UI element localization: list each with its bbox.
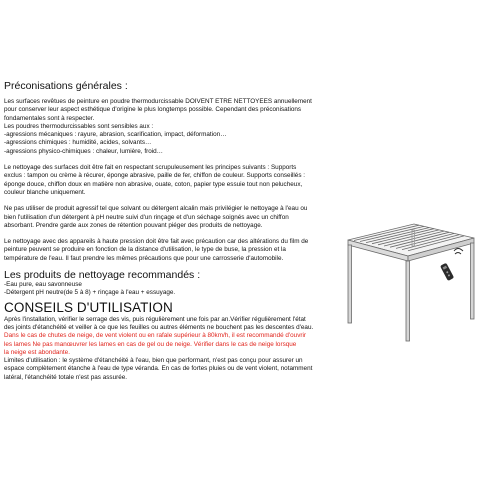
pergola-illustration xyxy=(322,210,482,346)
haute-pression-line: température de l'eau. Il faut prendre les mêmes précautions que pour une carrosserie d'automobile. xyxy=(4,254,284,262)
nettoyage-line: Le nettoyage des surfaces doit être fait en respectant scrupuleusement les principes suivants : Supports xyxy=(4,164,297,172)
nettoyage-section xyxy=(4,164,340,197)
pergola-with-remote-icon xyxy=(322,210,482,346)
conseils-line: des joints d'étanchéité et veiller à ce que les feuilles ou autres éléments ne bouchent pas les descentes d'eau. xyxy=(4,323,314,331)
produits-note-line: Ne pas utiliser de produit agressif tel que solvant ou détergent alcalin mais privilégier le nettoyage à l'eau ou xyxy=(4,205,308,213)
produits-note-section xyxy=(4,205,340,230)
preconisations-line: fondamentales sont à respecter. xyxy=(4,114,95,122)
preconisations-line: -agressions mécaniques : rayure, abrasion, scarification, impact, déformation… xyxy=(4,131,227,139)
preconisations-line: Les surfaces revêtues de peinture en poudre thermodurcissable DOIVENT ETRE NETTOYEES annuellement xyxy=(4,98,312,105)
conseils-line: Après l'installation, vérifier le serrage des vis, puis régulièrement une fois par an.Vérifier régulièrement l'état xyxy=(4,315,306,323)
conseils-warning-line: la neige est abondante. xyxy=(4,348,70,356)
conseils-title: CONSEILS D'UTILISATION xyxy=(4,299,173,315)
produits-recommandes-title: Les produits de nettoyage recommandés : xyxy=(4,269,201,282)
preconisations-title: Préconisations générales : xyxy=(4,80,128,92)
haute-pression-line: Le nettoyage avec des appareils à haute pression doit être fait avec précaution car des altérations du film de xyxy=(4,238,309,246)
document-body xyxy=(4,80,340,382)
preconisations-section xyxy=(4,80,340,156)
produits-recommandes-line: -Eau pure, eau savonneuse xyxy=(4,281,82,289)
nettoyage-line: éponge douce, chiffon doux en matière non abrasive, ouate, coton, papier type essuie tout non pelucheux, xyxy=(4,180,303,188)
preconisations-line: Les poudres thermodurcissables sont sensibles aux : xyxy=(4,122,154,130)
haute-pression-line: peinture peuvent se produire en fonction de la distance d'utilisation, le type de buse, la pression et la xyxy=(4,246,286,254)
nettoyage-line: couleur blanche uniquement. xyxy=(4,188,86,196)
conseils-section xyxy=(4,300,340,382)
produits-note-line: absorbant. Prendre garde aux zones de rétention pouvant piéger des produits de nettoyage. xyxy=(4,221,263,229)
preconisations-line: -agressions chimiques : humidité, acides, solvants… xyxy=(4,139,152,147)
conseils-warning-line: les lames Ne pas manœuvrer les lames en cas de gel ou de neige. Vérifier dans le cas de neige lorsque xyxy=(4,340,297,348)
haute-pression-section xyxy=(4,238,340,263)
conseils-line: latéral, l'étanchéité totale n'est pas assurée. xyxy=(4,373,128,381)
conseils-line: espace complètement étanche à l'eau de type véranda. En cas de fortes pluies ou de vent violent, notamment xyxy=(4,365,313,373)
conseils-warning-line: Dans le cas de chutes de neige, de vent violent ou en rafale supérieur à 80km/h, il est recommandé d'ouvrir xyxy=(4,332,307,340)
conseils-line: Limites d'utilisation : le système d'étanchéité à l'eau, bien que performant, n'est pas conçu pour assurer un xyxy=(4,357,303,365)
preconisations-line: -agressions physico-chimiques : chaleur, lumière, froid… xyxy=(4,147,164,155)
nettoyage-line: exclus : tampon ou crème à récurer, éponge abrasive, paille de fer, chiffon de couleur. Supports conseillés : xyxy=(4,172,306,180)
produits-recommandes-section xyxy=(4,269,340,298)
preconisations-line: pour conserver leur aspect esthétique d'origine le plus longtemps possible. Cependant des préconisations xyxy=(4,106,302,114)
produits-recommandes-line: -Détergent pH neutre(de 5 à 8) + rinçage à l'eau + essuyage. xyxy=(4,289,176,297)
produits-note-line: bien l'utilisation d'un détergent à pH neutre suivi d'un rinçage et d'un séchage soignés avec un chiffon xyxy=(4,213,289,221)
